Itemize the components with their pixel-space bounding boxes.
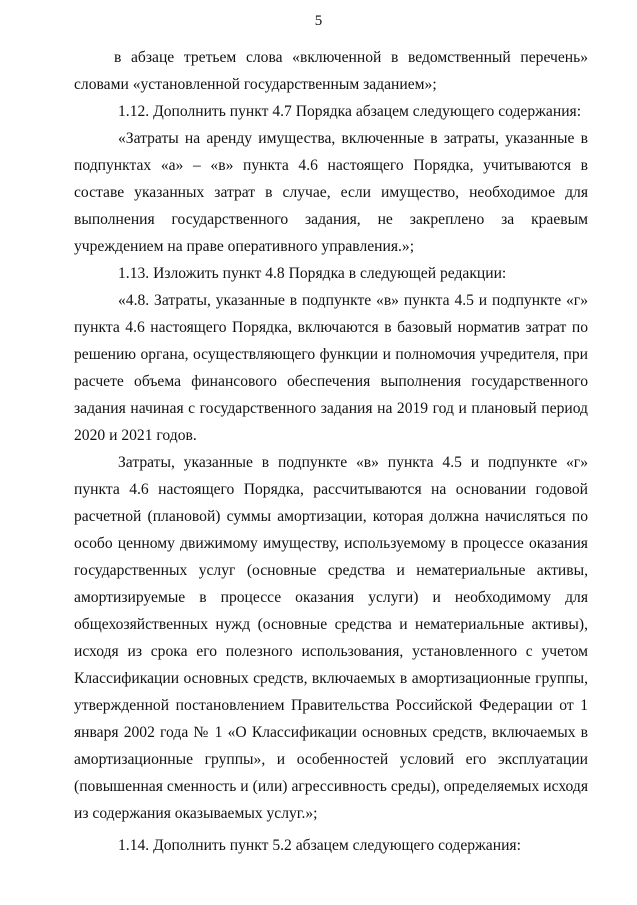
paragraph-amortization-costs: Затраты, указанные в подпункте «в» пункта 4.5 и подпункте «г» пункта 4.6 настоящего Порядка, рассчитываются на основании годовой расчетной (плановой) суммы амортизации, которая должна начисляться по особо ценному движимому имуществу, используемому в процессе оказания государственных услуг (основные средства и нематериальные активы, амортизируемые в процессе оказания услуги) и необходимому для общехозяйственных нужд (основные средства и нематериальные активы), исходя из срока его полезного использования, установленного с учетом Классификации основных средств, включаемых в амортизационные группы, утвержденной постановлением Правительства Российской Федерации от 1 января 2002 года № 1 «О Классификации основных средств, включаемых в амортизационные группы», и особенностей условий его эксплуатации (повышенная сменность и (или) агрессивность среды), определяемых исходя из содержания оказываемых услуг.»;	[74, 454, 588, 822]
paragraph-item-1-12: 1.12. Дополнить пункт 4.7 Порядка абзацем следующего содержания:	[118, 103, 582, 120]
paragraph-amendment-wording: в абзаце третьем слова «включенной в ведомственный перечень» словами «установленной государственным заданием»;	[74, 49, 588, 93]
paragraph-item-1-14: 1.14. Дополнить пункт 5.2 абзацем следующего содержания:	[118, 837, 521, 854]
page-number: 5	[314, 13, 323, 29]
paragraph-clause-4-8: «4.8. Затраты, указанные в подпункте «в» пункта 4.5 и подпункте «г» пункта 4.6 настоящего Порядка, включаются в базовый норматив затрат по решению органа, осуществляющего функции и полномочия учредителя, при расчете объема финансового обеспечения выполнения государственного задания начиная с государственного задания на 2019 год и плановый период 2020 и 2021 годов.	[74, 292, 588, 444]
document-body	[74, 44, 588, 859]
paragraph-item-1-13: 1.13. Изложить пункт 4.8 Порядка в следующей редакции:	[118, 265, 507, 282]
paragraph-rental-costs: «Затраты на аренду имущества, включенные в затраты, указанные в подпунктах «а» – «в» пункта 4.6 настоящего Порядка, учитываются в составе указанных затрат в случае, если имущество, необходимое для выполнения государственного задания, не закреплено за краевым учреждением на праве оперативного управления.»;	[74, 130, 588, 255]
